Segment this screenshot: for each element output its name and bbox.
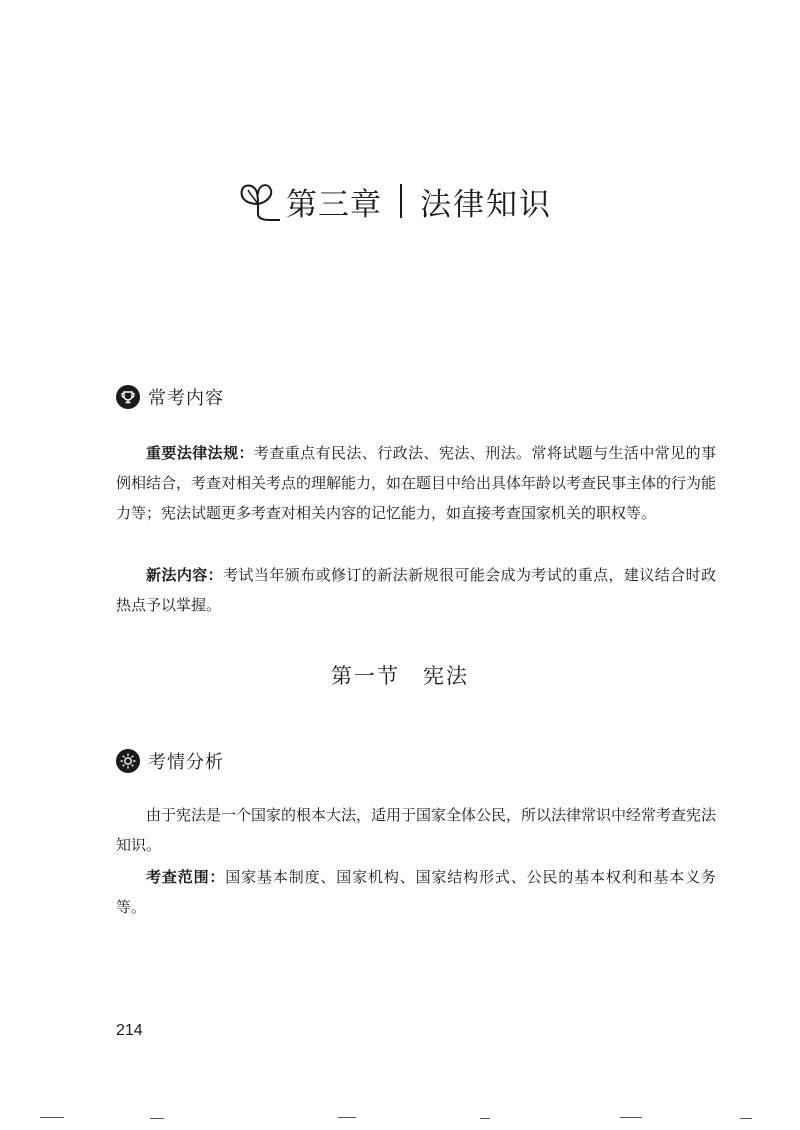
scan-artifact [740, 1118, 752, 1119]
paragraph-text: 考查重点有民法、行政法、宪法、刑法。常将试题与生活中常见的事例相结合，考查对相关考点的理解能力，如在题目中给出具体年龄以考查民事主体的行为能力等；宪法试题更多考查对相关内容的记忆能力，如直接考查国家机关的职权等。 [116, 444, 717, 522]
section-label: 常考内容 [148, 388, 224, 409]
paragraph [116, 800, 716, 860]
paragraph-text: 考试当年颁布或修订的新法新规很可能会成为考试的重点，建议结合时政热点予以掌握。 [116, 566, 716, 614]
chapter-divider [400, 184, 402, 218]
sun-icon [116, 749, 140, 773]
paragraph [116, 438, 716, 528]
section-title: 第一节 宪法 [331, 664, 469, 688]
trophy-icon [116, 385, 140, 409]
scan-artifact [620, 1117, 642, 1118]
sprout-icon [236, 178, 282, 224]
chapter-label: 第三章 [286, 186, 382, 223]
paragraph-lead: 新法内容： [146, 566, 224, 584]
scan-artifact [480, 1118, 490, 1119]
paragraph [116, 560, 716, 620]
section-label: 考情分析 [148, 752, 224, 773]
scan-artifact [40, 1117, 64, 1118]
paragraph-text: 由于宪法是一个国家的根本大法，适用于国家全体公民，所以法律常识中经常考查宪法知识。 [116, 806, 717, 854]
paragraph-text: 国家基本制度、国家机构、国家结构形式、公民的基本权利和基本义务等。 [116, 868, 716, 916]
scan-artifact [338, 1117, 356, 1118]
paragraph [116, 862, 716, 922]
section-heading-analysis [116, 748, 224, 774]
chapter-heading [236, 166, 552, 236]
page-number: 214 [116, 1022, 143, 1039]
paragraph-lead: 重要法律法规： [146, 444, 254, 462]
paragraph-lead: 考查范围： [146, 868, 226, 886]
scan-artifact [150, 1118, 164, 1119]
chapter-title: 法律知识 [420, 186, 552, 223]
section-heading-common-content [116, 384, 224, 410]
